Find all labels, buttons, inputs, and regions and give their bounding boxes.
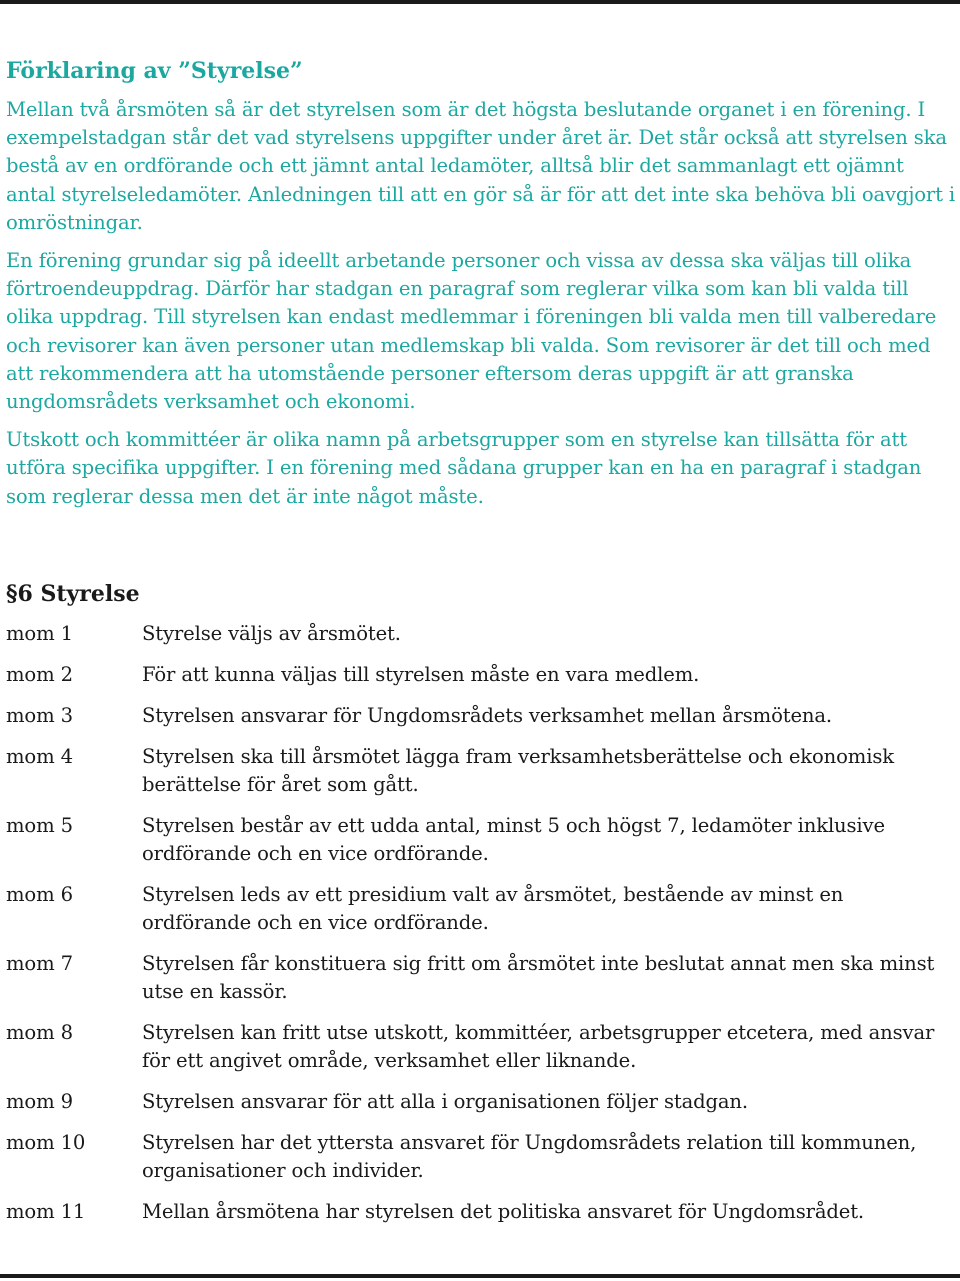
top-rule [0,0,960,4]
mom-label: mom 3 [6,704,73,727]
mom-row [6,620,956,648]
mom-label: mom 10 [6,1131,86,1154]
explanation-box [6,56,956,521]
mom-label: mom 4 [6,745,73,768]
mom-text: För att kunna väljas till styrelsen måste en vara medlem. [142,663,700,686]
explanation-paragraph: Mellan två årsmöten så är det styrelsen som är det högsta beslutande organet i en förening. I exempelstadgan står det vad styrelsens uppgifter under året är. Det står också att styrelsen ska bestå av en ordförande och ett jämnt antal ledamöter, alltså blir det sammanlagt ett ojämnt antal styrelseledamöter. Anledningen till att en gör så är för att det inte ska behöva bli oavgjort i omröstningar. [6,98,956,234]
mom-row [6,1129,956,1185]
mom-text: Styrelse väljs av årsmötet. [142,622,401,645]
mom-text: Styrelsen kan fritt utse utskott, kommittéer, arbetsgrupper etcetera, med ansvar för ett angivet område, verksamhet eller liknande. [142,1021,935,1072]
explanation-paragraph: En förening grundar sig på ideellt arbetande personer och vissa av dessa ska väljas till olika förtroendeuppdrag. Därför har stadgan en paragraf som reglerar vilka som kan bli valda till olika uppdrag. Till styrelsen kan endast medlemmar i föreningen bli valda men till valberedare och revisorer kan även personer utan medlemskap bli valda. Som revisorer är det till och med att rekommendera att ha utomstående personer eftersom deras uppgift är att granska ungdomsrådets verksamhet och ekonomi. [6,249,937,414]
mom-text: Styrelsen ansvarar för att alla i organisationen följer stadgan. [142,1090,748,1113]
mom-label: mom 9 [6,1090,73,1113]
mom-label: mom 11 [6,1200,86,1223]
mom-label: mom 2 [6,663,73,686]
mom-text: Styrelsen består av ett udda antal, minst 5 och högst 7, ledamöter inklusive ordförande och en vice ordförande. [142,814,885,865]
mom-text: Mellan årsmötena har styrelsen det politiska ansvaret för Ungdomsrådet. [142,1200,865,1223]
mom-label: mom 7 [6,952,73,975]
mom-row [6,1019,956,1075]
mom-row [6,812,956,868]
bottom-rule [0,1274,960,1278]
mom-row [6,950,956,1006]
mom-label: mom 1 [6,622,73,645]
mom-label: mom 8 [6,1021,73,1044]
mom-label: mom 6 [6,883,73,906]
mom-text: Styrelsen ansvarar för Ungdomsrådets verksamhet mellan årsmötena. [142,704,832,727]
mom-row [6,1088,956,1116]
mom-label: mom 5 [6,814,73,837]
mom-row [6,743,956,799]
mom-row [6,881,956,937]
explanation-paragraph: Utskott och kommittéer är olika namn på arbetsgrupper som en styrelse kan tillsätta för att utföra specifika uppgifter. I en förening med sådana grupper kan en ha en paragraf i stadgan som reglerar dessa men det är inte något måste. [6,428,922,508]
mom-text: Styrelsen leds av ett presidium valt av årsmötet, bestående av minst en ordförande och en vice ordförande. [142,883,844,934]
mom-text: Styrelsen får konstituera sig fritt om årsmötet inte beslutat annat men ska minst utse en kassör. [142,952,935,1003]
section-styrelse [6,578,956,1239]
mom-text: Styrelsen ska till årsmötet lägga fram verksamhetsberättelse och ekonomisk berättelse för året som gått. [142,745,894,796]
mom-row [6,702,956,730]
section-heading: §6 Styrelse [6,581,140,607]
explanation-heading: Förklaring av ”Styrelse” [6,58,303,84]
mom-row [6,1198,956,1226]
mom-text: Styrelsen har det yttersta ansvaret för Ungdomsrådets relation till kommunen, organisationer och individer. [142,1131,917,1182]
mom-row [6,661,956,689]
